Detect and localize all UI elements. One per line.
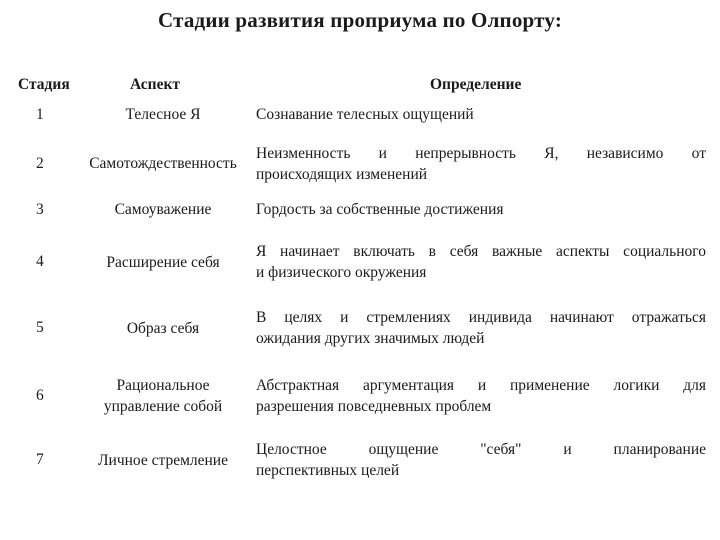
- definition-line: разрешения повседневных проблем: [256, 398, 492, 415]
- stage-number: 6: [36, 387, 44, 404]
- header-stage: Стадия: [18, 76, 70, 93]
- definition-cell: [256, 307, 706, 349]
- definition-line: перспективных целей: [256, 462, 400, 479]
- definition-line: Целостное ощущение "себя" и планирование: [256, 441, 706, 458]
- aspect-cell: Расширение себя: [106, 254, 220, 271]
- definition-line: Неизменность и непрерывность Я, независимо от: [256, 145, 706, 162]
- definition-line: происходящих изменений: [256, 166, 428, 183]
- definition-cell: [256, 143, 706, 185]
- definition-line: и физического окружения: [256, 264, 427, 281]
- definition-cell: [256, 375, 706, 417]
- stage-number: 5: [36, 319, 44, 336]
- aspect-cell: Личное стремление: [98, 452, 228, 469]
- aspect-line: управление собой: [103, 398, 223, 415]
- page-title: Стадии развития проприума по Олпорту:: [157, 8, 563, 32]
- stage-number: 3: [36, 201, 44, 218]
- stage-number: 1: [36, 106, 44, 123]
- definition-cell: [256, 104, 706, 125]
- definition-line: Сознавание телесных ощущений: [256, 106, 474, 123]
- definition-line: ожидания других значимых людей: [256, 330, 485, 347]
- stage-number: 4: [36, 253, 44, 270]
- definition-cell: [256, 199, 706, 220]
- header-aspect: Аспект: [130, 76, 181, 93]
- aspect-cell: Образ себя: [126, 320, 200, 337]
- stage-number: 2: [36, 155, 44, 172]
- definition-cell: [256, 241, 706, 283]
- definition-cell: [256, 439, 706, 481]
- aspect-cell: [76, 375, 250, 417]
- aspect-line: Рациональное: [116, 377, 210, 394]
- aspect-cell: Телесное Я: [125, 106, 201, 123]
- aspect-cell: Самотождественность: [89, 155, 237, 172]
- header-definition: Определение: [430, 76, 522, 93]
- definition-line: Абстрактная аргументация и применение логики для: [256, 377, 706, 394]
- definition-line: В целях и стремлениях индивида начинают отражаться: [256, 309, 706, 326]
- stage-number: 7: [36, 451, 44, 468]
- definition-line: Я начинает включать в себя важные аспекты социального: [256, 243, 706, 260]
- definition-line: Гордость за собственные достижения: [256, 201, 504, 218]
- aspect-cell: Самоуважение: [114, 201, 212, 218]
